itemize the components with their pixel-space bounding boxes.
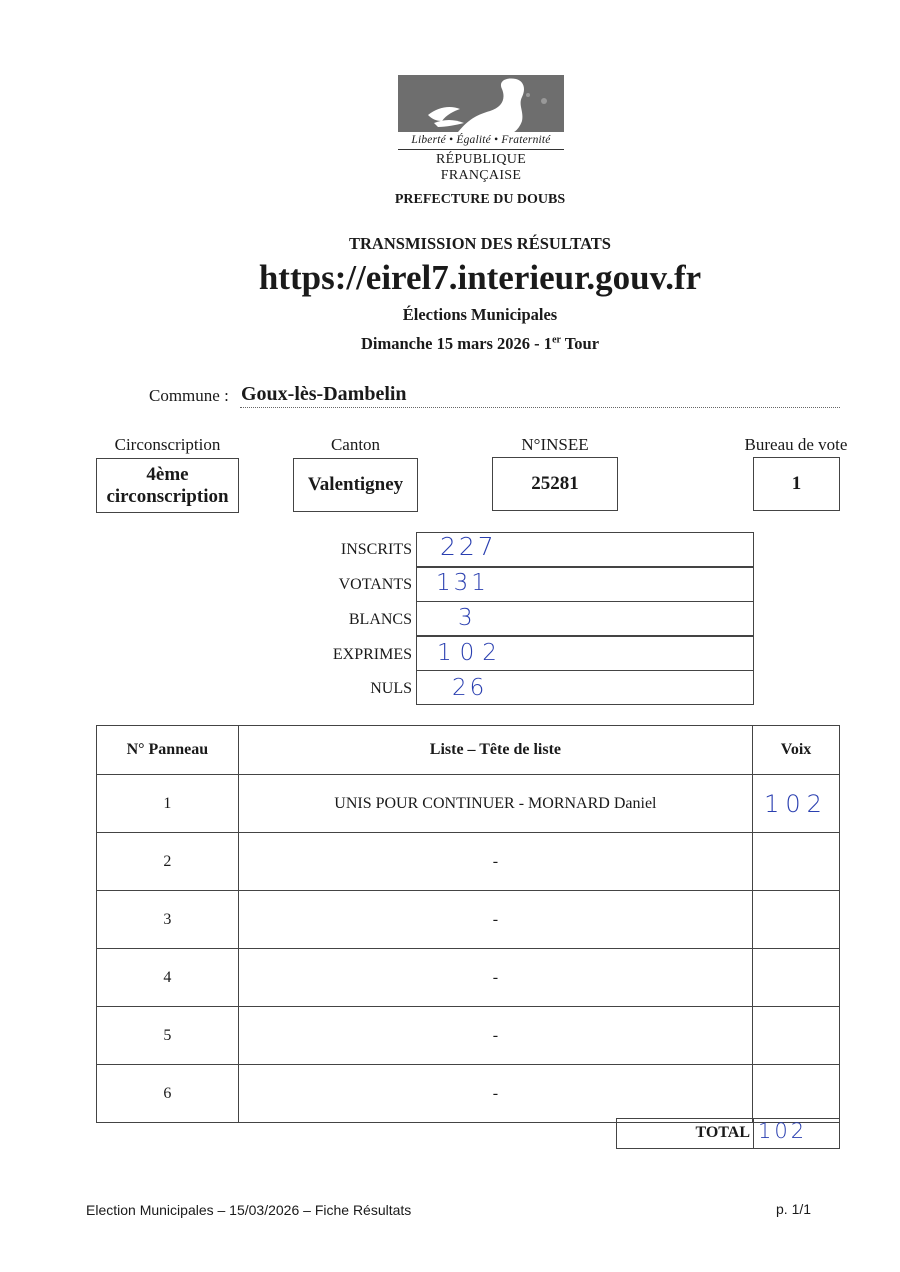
table-row — [97, 949, 840, 1007]
header-num: N° Panneau — [97, 726, 239, 775]
stat-label-votants: VOTANTS — [338, 576, 412, 593]
insee-box — [492, 457, 618, 511]
marianne-emblem-icon — [398, 75, 564, 132]
table-row — [97, 1007, 840, 1065]
row-num: 4 — [97, 949, 239, 1007]
circonscription-value-line1: 4ème — [146, 463, 189, 485]
election-date — [0, 334, 900, 354]
total-separator — [753, 1118, 754, 1149]
prefecture-title: PREFECTURE DU DOUBS — [394, 192, 566, 207]
row-list: - — [238, 949, 752, 1007]
footer-text: Election Municipales – 15/03/2026 – Fiche Résultats — [86, 1202, 412, 1218]
row-num: 6 — [97, 1065, 239, 1123]
header-list: Liste – Tête de liste — [238, 726, 752, 775]
table-row — [97, 1065, 840, 1123]
stat-value-votants: 131 — [436, 570, 489, 596]
url-heading: https://eirel7.interieur.gouv.fr — [258, 258, 702, 297]
circonscription-box — [96, 458, 239, 513]
stat-value-inscrits: 227 — [440, 532, 497, 561]
election-type: Élections Municipales — [402, 305, 558, 324]
table-row — [97, 833, 840, 891]
row-voix — [753, 833, 840, 891]
election-date-sup: er — [552, 334, 561, 346]
stat-value-blancs: 3 — [458, 605, 476, 631]
commune-dotted-line — [240, 407, 840, 408]
bureau-label: Bureau de vote — [744, 435, 848, 454]
election-date-suffix: Tour — [560, 334, 600, 353]
stat-label-blancs: BLANCS — [348, 611, 412, 628]
row-list: - — [238, 1065, 752, 1123]
page-number: p. 1/1 — [776, 1201, 812, 1217]
canton-label: Canton — [330, 435, 381, 454]
circonscription-label: Circonscription — [114, 435, 221, 454]
row-voix — [753, 1007, 840, 1065]
bureau-box — [753, 457, 840, 511]
stat-value-exprimes: 102 — [437, 640, 505, 666]
row-num: 5 — [97, 1007, 239, 1065]
row-voix — [753, 891, 840, 949]
header-voix: Voix — [753, 726, 840, 775]
election-date-main: Dimanche 15 mars 2026 - 1 — [360, 334, 553, 353]
table-row — [97, 775, 840, 833]
row-num: 3 — [97, 891, 239, 949]
row-voix — [753, 1065, 840, 1123]
total-label: TOTAL — [695, 1124, 750, 1141]
row-num: 2 — [97, 833, 239, 891]
row-list: - — [238, 833, 752, 891]
canton-value: Valentigney — [307, 474, 404, 496]
row-list: - — [238, 891, 752, 949]
row-list: - — [238, 1007, 752, 1065]
republic-text: RÉPUBLIQUE FRANÇAISE — [435, 152, 527, 183]
row-voix — [753, 949, 840, 1007]
row-list: UNIS POUR CONTINUER - MORNARD Daniel — [238, 775, 752, 833]
motto-text: Liberté • Égalité • Fraternité — [411, 134, 551, 146]
stat-value-nuls: 26 — [452, 675, 488, 701]
stat-label-nuls: NULS — [370, 680, 412, 697]
commune-label: Commune : — [149, 386, 229, 405]
commune-value: Goux-lès-Dambelin — [241, 383, 407, 405]
stat-label-inscrits: INSCRITS — [340, 541, 412, 558]
row-voix — [753, 775, 840, 833]
insee-label: N°INSEE — [521, 435, 589, 454]
row-num: 1 — [97, 775, 239, 833]
bureau-value: 1 — [791, 473, 802, 495]
results-header-row — [97, 726, 840, 775]
results-table — [96, 725, 840, 1123]
transmission-title: TRANSMISSION DES RÉSULTATS — [349, 234, 611, 253]
logo-divider — [398, 149, 564, 150]
insee-value: 25281 — [531, 473, 579, 495]
circonscription-value-line2: circonscription — [106, 485, 229, 507]
stat-label-exprimes: EXPRIMES — [332, 646, 412, 663]
row-voix-value: 102 — [764, 789, 828, 818]
table-row — [97, 891, 840, 949]
canton-box — [293, 458, 418, 512]
republique-logo — [398, 75, 564, 184]
total-value: 102 — [758, 1119, 808, 1143]
